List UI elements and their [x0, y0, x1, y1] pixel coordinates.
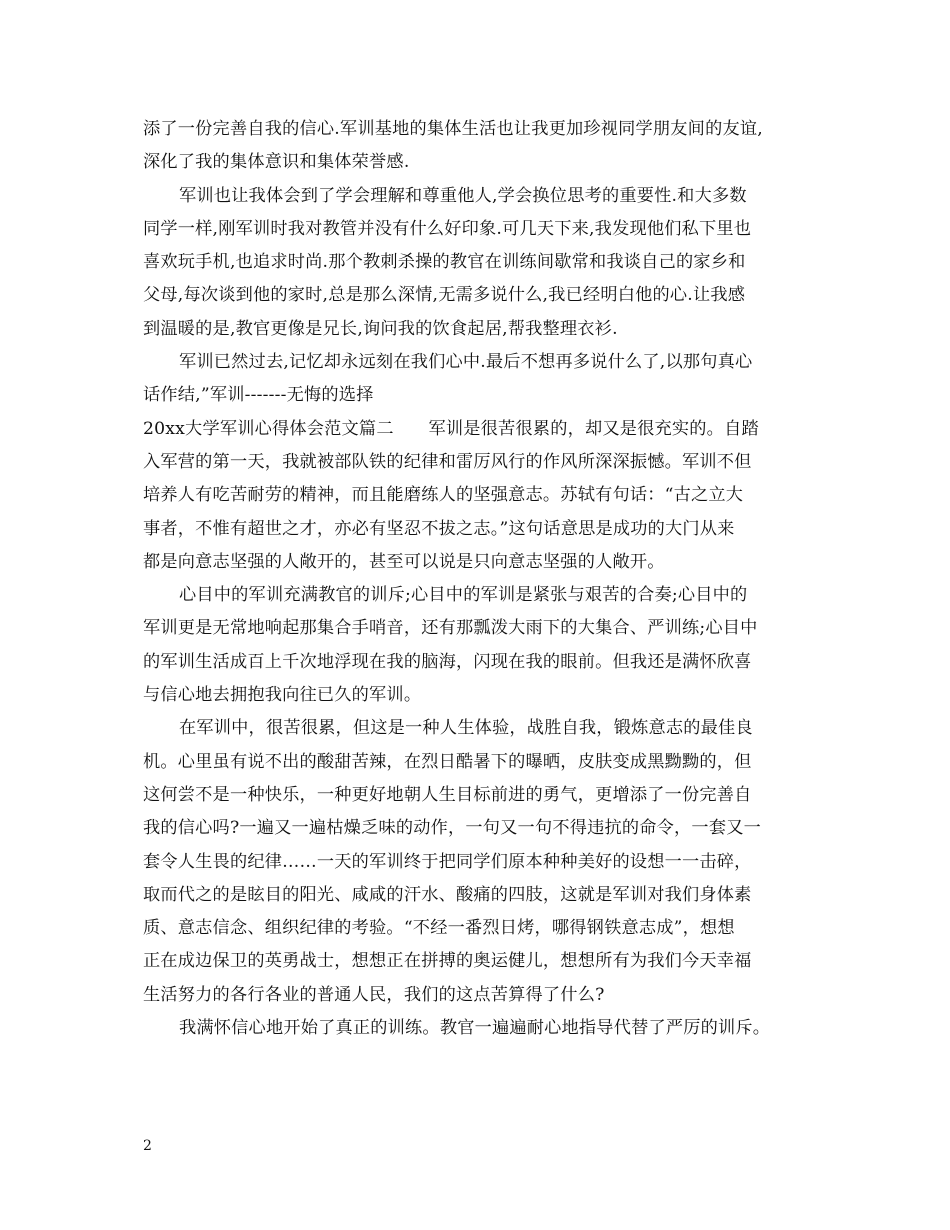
text-line: 20xx大学军训心得体会范文篇二 军训是很苦很累的，却又是很充实的。自踏: [143, 418, 759, 439]
text-line: 心目中的军训充满教官的训斥;心目中的军训是紧张与艰苦的合奏;心目中的: [179, 585, 748, 606]
text-line: 军训更是无常地响起那集合手哨音，还有那瓢泼大雨下的大集合、严训练;心目中: [143, 618, 758, 639]
text-line: 培养人有吃苦耐劳的精神，而且能磨练人的坚强意志。苏轼有句话：“古之立大: [143, 485, 744, 506]
text-line: 军训已然过去,记忆却永远刻在我们心中.最后不想再多说什么了,以那句真心: [179, 352, 753, 373]
text-line: 在军训中，很苦很累，但这是一种人生体验，战胜自我，锻炼意志的最佳良: [179, 718, 753, 739]
text-line: 到温暖的是,教官更像是兄长,询问我的饮食起居,帮我整理衣衫.: [143, 318, 618, 339]
text-line: 这何尝不是一种快乐，一种更好地朝人生目标前进的勇气，更增添了一份完善自: [143, 784, 752, 805]
text-line: 都是向意志坚强的人敞开的，甚至可以说是只向意志坚强的人敞开。: [143, 551, 665, 572]
text-line: 喜欢玩手机,也追求时尚.那个教刺杀操的教官在训练间歇常和我谈自己的家乡和: [143, 252, 746, 273]
text-line: 军训也让我体会到了学会理解和尊重他人,学会换位思考的重要性.和大多数: [179, 185, 747, 206]
text-line: 同学一样,刚军训时我对教管并没有什么好印象.可几天下来,我发现他们私下里也: [143, 218, 752, 239]
text-line: 入军营的第一天，我就被部队铁的纪律和雷厉风行的作风所深深振憾。军训不但: [143, 451, 752, 472]
text-line: 事者，不惟有超世之才，亦必有坚忍不拔之志。”这句话意思是成功的大门从来: [143, 518, 735, 539]
text-line: 的军训生活成百上千次地浮现在我的脑海，闪现在我的眼前。但我还是满怀欣喜: [143, 651, 752, 672]
text-line: 深化了我的集体意识和集体荣誉感.: [143, 152, 410, 173]
text-line: 取而代之的是眩目的阳光、咸咸的汗水、酸痛的四肢，这就是军训对我们身体素: [143, 884, 752, 905]
text-line: 套令人生畏的纪律……一天的军训终于把同学们原本种种美好的设想一一击碎，: [143, 851, 752, 872]
text-line: 正在成边保卫的英勇战士，想想正在拼搏的奥运健儿，想想所有为我们今天幸福: [143, 951, 752, 972]
text-line: 父母,每次谈到他的家时,总是那么深情,无需多说什么,我已经明白他的心.让我感: [143, 285, 746, 306]
text-line: 机。心里虽有说不出的酸甜苦辣，在烈日酷暑下的曝晒，皮肤变成黑黝黝的，但: [143, 751, 752, 772]
page-number: 2: [143, 1138, 152, 1154]
text-line: 添了一份完善自我的信心.军训基地的集体生活也让我更加珍视同学朋友间的友谊,: [143, 119, 763, 139]
text-line: 我满怀信心地开始了真正的训练。教官一遍遍耐心地指导代替了严厉的训斥。: [179, 1018, 771, 1039]
text-line: 与信心地去拥抱我向往已久的军训。: [143, 685, 422, 706]
text-line: 生活努力的各行各业的普通人民，我们的这点苦算得了什么?: [143, 984, 605, 1005]
text-line: 质、意志信念、组织纪律的考验。“不经一番烈日烤，哪得钢铁意志成”，想想: [143, 918, 735, 939]
text-line: 话作结,”军训-------无悔的选择: [143, 385, 374, 406]
text-line: 我的信心吗?一遍又一遍枯燥乏味的动作，一句又一句不得违抗的命令，一套又一: [143, 818, 761, 839]
body-text: [143, 113, 823, 1045]
